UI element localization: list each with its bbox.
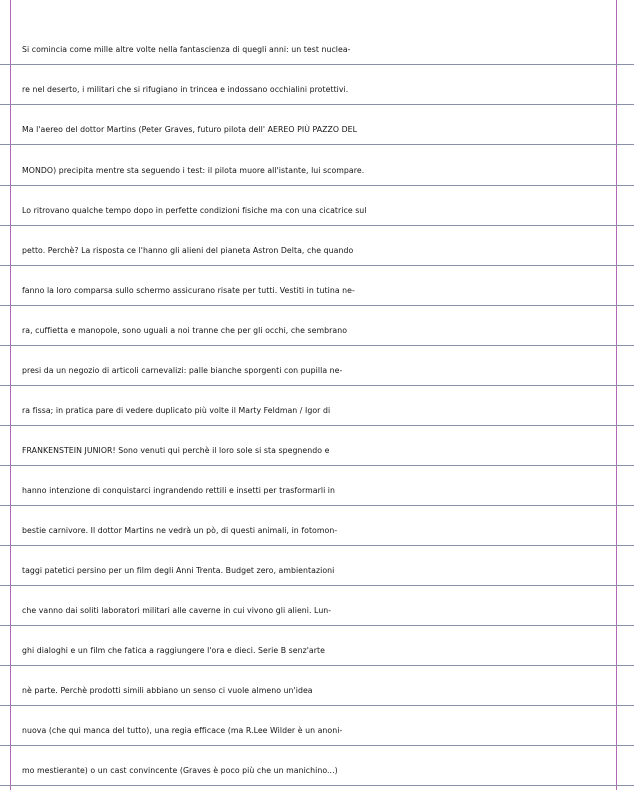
ruled-line (0, 625, 634, 626)
ruled-line (0, 305, 634, 306)
ruled-line (0, 345, 634, 346)
ruled-line (0, 225, 634, 226)
left-margin-line (10, 0, 11, 790)
text-line: bestie carnivore. Il dottor Martins ne vedrà un pò, di questi animali, in fotomon- (22, 526, 338, 535)
ruled-line (0, 465, 634, 466)
text-line: nuova (che qui manca del tutto), una regia efficace (ma R.Lee Wilder è un anoni- (22, 726, 343, 735)
ruled-line (0, 144, 634, 145)
text-line: presi da un negozio di articoli carnevalizi: palle bianche sporgenti con pupilla ne- (22, 366, 343, 375)
ruled-line (0, 505, 634, 506)
text-line: re nel deserto, i militari che si rifugiano in trincea e indossano occhialini protettivi. (22, 85, 349, 94)
ruled-line (0, 585, 634, 586)
ruled-line (0, 745, 634, 746)
ruled-line (0, 385, 634, 386)
text-line: ra, cuffietta e manopole, sono uguali a noi tranne che per gli occhi, che sembrano (22, 326, 348, 335)
text-line: petto. Perchè? La risposta ce l'hanno gli alieni del pianeta Astron Delta, che quando (22, 246, 354, 255)
ruled-line (0, 785, 634, 786)
ruled-line (0, 185, 634, 186)
right-margin-line (616, 0, 617, 790)
ruled-line (0, 64, 634, 65)
text-line: fanno la loro comparsa sullo schermo assicurano risate per tutti. Vestiti in tutina ne- (22, 286, 355, 295)
text-line: mo mestierante) o un cast convincente (Graves è poco più che un manichino...) (22, 766, 338, 775)
text-line: Ma l'aereo del dottor Martins (Peter Graves, futuro pilota dell' AEREO PIÙ PAZZO DEL (22, 125, 358, 134)
text-line: hanno intenzione di conquistarci ingrandendo rettili e insetti per trasformarli in (22, 486, 336, 495)
text-line: ghi dialoghi e un film che fatica a raggiungere l'ora e dieci. Serie B senz'arte (22, 646, 325, 655)
text-line: Si comincia come mille altre volte nella fantascienza di quegli anni: un test nuclea- (22, 45, 351, 54)
ruled-line (0, 265, 634, 266)
text-line: nè parte. Perchè prodotti simili abbiano un senso ci vuole almeno un'idea (22, 686, 313, 695)
ruled-line (0, 705, 634, 706)
ruled-line (0, 665, 634, 666)
text-line: ra fissa; in pratica pare di vedere duplicato più volte il Marty Feldman / Igor di (22, 406, 331, 415)
ruled-line (0, 545, 634, 546)
ruled-line (0, 104, 634, 105)
text-line: FRANKENSTEIN JUNIOR! Sono venuti qui perchè il loro sole si sta spegnendo e (22, 446, 330, 455)
text-line: che vanno dai soliti laboratori militari alle caverne in cui vivono gli alieni. Lun- (22, 606, 332, 615)
text-line: taggi patetici persino per un film degli Anni Trenta. Budget zero, ambientazioni (22, 566, 335, 575)
text-line: Lo ritrovano qualche tempo dopo in perfette condizioni fisiche ma con una cicatrice sul (22, 206, 367, 215)
ruled-line (0, 425, 634, 426)
text-line: MONDO) precipita mentre sta seguendo i test: il pilota muore all'istante, lui scompare. (22, 166, 365, 175)
